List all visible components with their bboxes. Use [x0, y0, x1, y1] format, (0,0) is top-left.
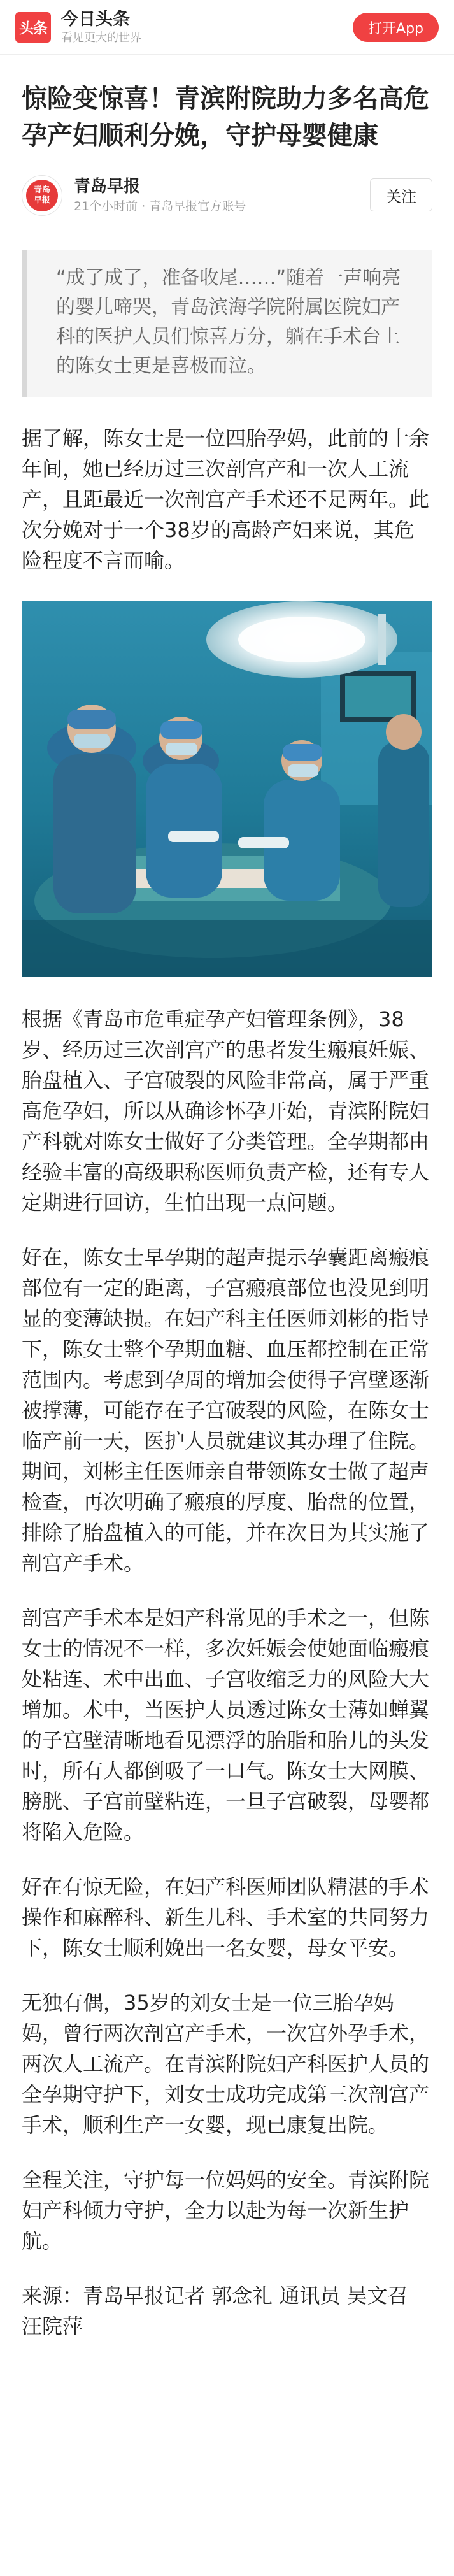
author-bar: [22, 173, 432, 218]
article-title: 惊险变惊喜！青滨附院助力多名高危孕产妇顺利分娩，守护母婴健康: [22, 84, 429, 150]
avatar-text: 青岛 早报: [26, 180, 58, 211]
author-avatar[interactable]: [22, 175, 62, 216]
article-paragraph: 好在，陈女士早孕期的超声提示孕囊距离瘢痕部位有一定的距离，子宫瘢痕部位也没见到明显的变薄缺损。在妇产科主任医师刘彬的指导下，陈女士整个孕期血糖、血压都控制在正常范围内。考虑到孕周的增加会使得子宫壁逐渐被撑薄，可能存在子宫破裂的风险，在陈女士临产前一天，医护人员就建议其办理了住院。期间，刘彬主任医师亲自带领陈女士做了超声检查，再次明确了瘢痕的厚度、胎盘的位置，排除了胎盘植入的可能，并在次日为其实施了剖宫产手术。: [22, 1245, 430, 1575]
article-paragraph: 剖宫产手术本是妇产科常见的手术之一，但陈女士的情况不一样，多次妊娠会使她面临瘢痕处粘连、术中出血、子宫收缩乏力的风险大大增加。术中，当医护人员透过陈女士薄如蝉翼的子宫壁清晰地看见漂浮的胎脂和胎儿的头发时，所有人都倒吸了一口气。陈女士大网膜、膀胱、子宫前壁粘连，一旦子宫破裂，母婴都将陷入危险。: [22, 1606, 430, 1844]
brand-name: 今日头条: [61, 9, 130, 29]
article-paragraph: 好在有惊无险，在妇产科医师团队精湛的手术操作和麻醉科、新生儿科、手术室的共同努力下，陈女士顺利娩出一名女婴，母女平安。: [22, 1875, 430, 1960]
bottom-spacer: [22, 2342, 432, 2367]
article-quote: “成了成了，准备收尾……”随着一声响亮的婴儿啼哭，青岛滨海学院附属医院妇产科的医护人员们惊喜万分，躺在手术台上的陈女士更是喜极而泣。: [22, 250, 432, 397]
article-paragraph: 无独有偶，35岁的刘女士是一位三胎孕妈妈，曾行两次剖宫产手术，一次宫外孕手术，两次人工流产。在青滨附院妇产科医护人员的全孕期守护下，刘女士成功完成第三次剖宫产手术，顺利生产一女婴，现已康复出院。: [22, 1991, 430, 2137]
toutiao-logo[interactable]: 头条: [15, 12, 51, 43]
paragraphs-before-image: [22, 423, 432, 576]
article-paragraph: 来源：青岛早报记者 郭念礼 通讯员 吴文召 汪院萍: [22, 2284, 408, 2338]
follow-button[interactable]: 关注: [370, 178, 432, 211]
article-paragraph: 据了解，陈女士是一位四胎孕妈，此前的十余年间，她已经历过三次剖宫产和一次人工流产，且距最近一次剖宫产手术还不足两年。此次分娩对于一个38岁的高龄产妇来说，其危险程度不言而喻。: [22, 426, 430, 573]
paragraphs-after-image: [22, 1004, 432, 2342]
author-name[interactable]: 青岛早报: [74, 177, 141, 196]
author-info: [74, 176, 246, 215]
article-content: [0, 80, 454, 2367]
article-paragraph: 根据《青岛市危重症孕产妇管理条例》，38岁、经历过三次剖宫产的患者发生瘢痕妊娠、胎盘植入、子宫破裂的风险非常高，属于严重高危孕妇，所以从确诊怀孕开始，青滨附院妇产科就对陈女士做好了分类管理。全孕期都由经验丰富的高级职称医师负责产检，还有专人定期进行回访，生怕出现一点问题。: [22, 1007, 430, 1215]
article-image[interactable]: [22, 601, 432, 977]
brand: [61, 9, 141, 46]
article-paragraph: 全程关注，守护每一位妈妈的安全。青滨附院妇产科倾力守护，全力以赴为每一次新生护航。: [22, 2168, 430, 2253]
top-bar: [0, 0, 454, 55]
brand-slogan: 看见更大的世界: [61, 31, 141, 45]
surgery-photo-icon: [22, 601, 432, 977]
open-app-button[interactable]: 打开App: [353, 13, 439, 42]
author-meta: 21个小时前 · 青岛早报官方账号: [74, 199, 246, 213]
